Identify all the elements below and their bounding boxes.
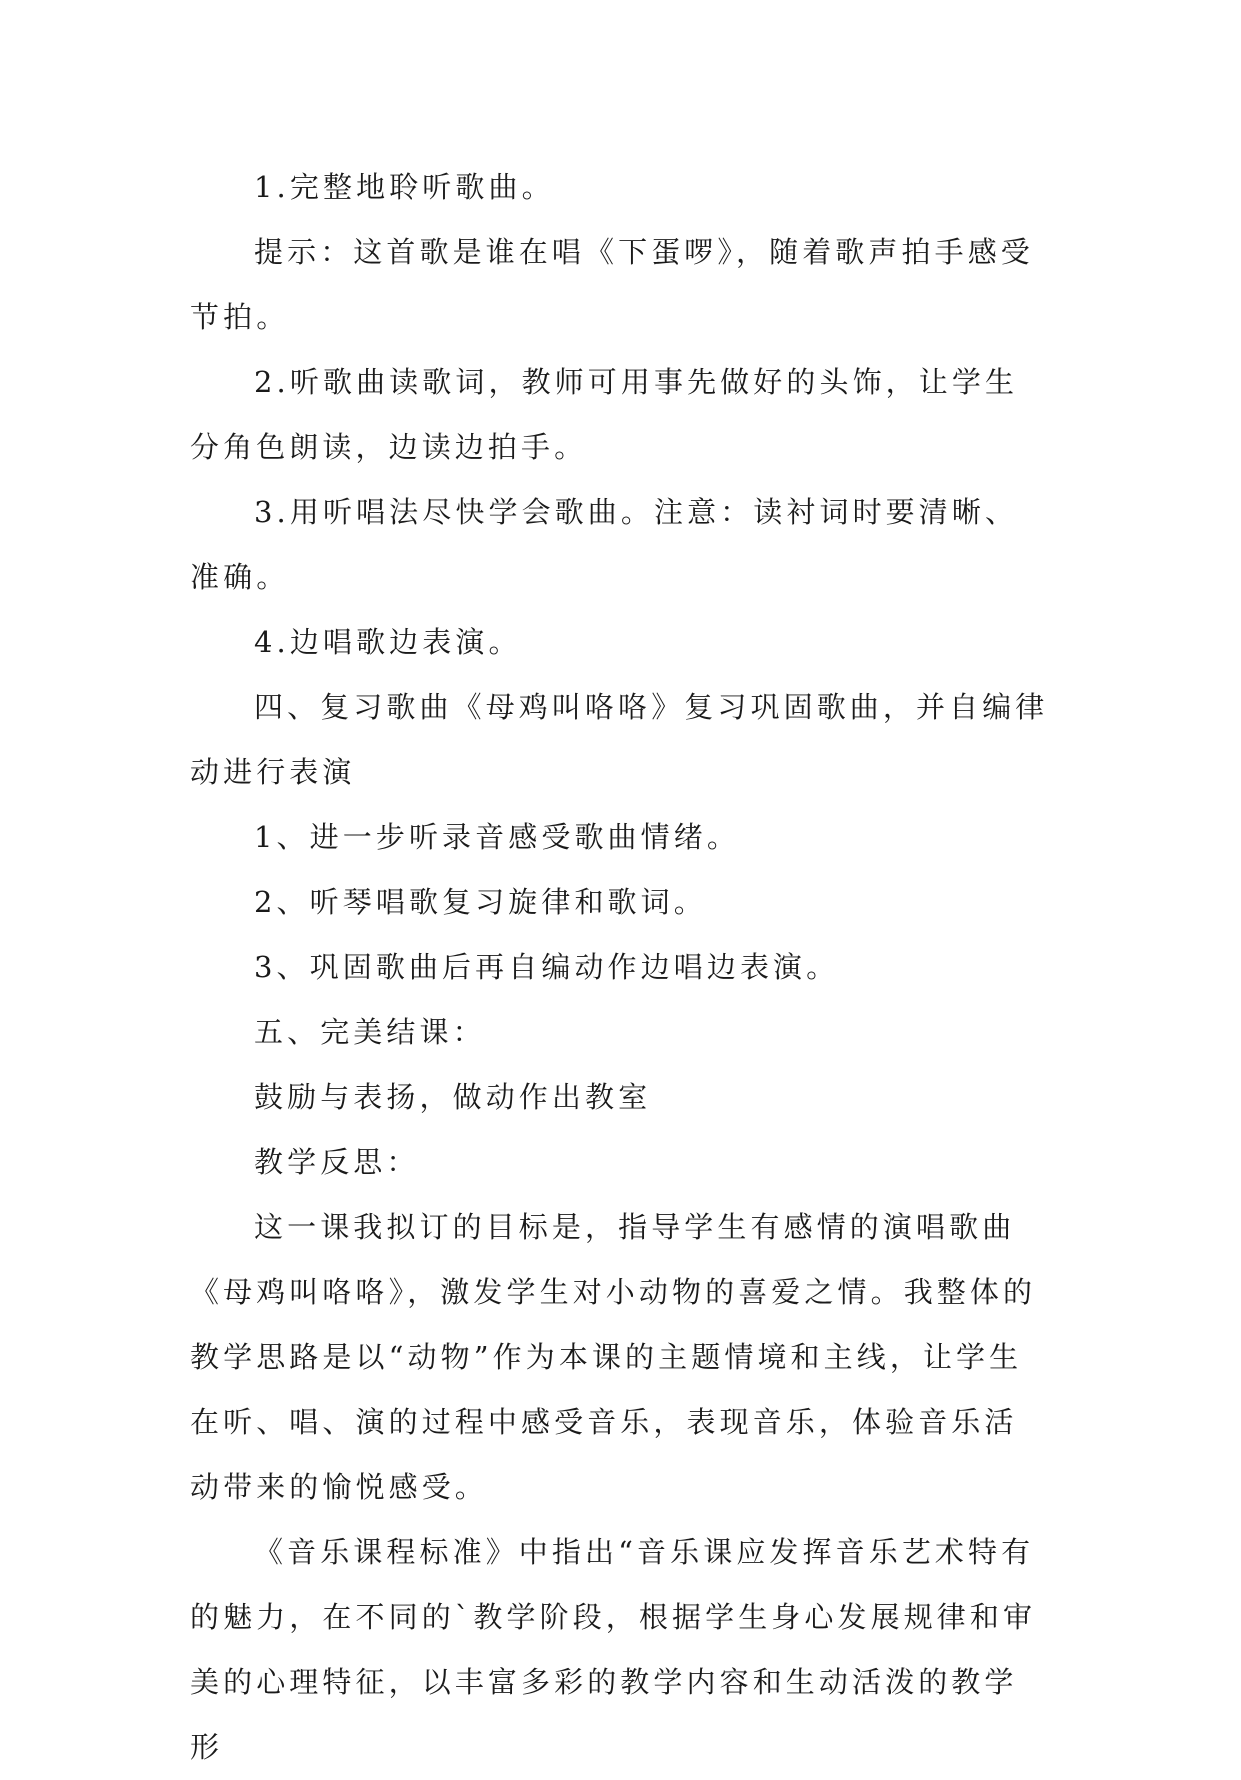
paragraph-read-lyrics: 2.听歌曲读歌词，教师可用事先做好的头饰，让学生分角色朗读，边读边拍手。 <box>190 365 1019 464</box>
paragraph-reflection-heading: 教学反思： <box>254 1145 420 1179</box>
paragraph-listen-recording: 1、进一步听录音感受歌曲情绪。 <box>254 820 740 854</box>
paragraph-section-four: 四、复习歌曲《母鸡叫咯咯》复习巩固歌曲，并自编律动进行表演 <box>190 690 1049 789</box>
paragraph-listen-song: 1.完整地聆听歌曲。 <box>254 170 555 204</box>
document-page <box>190 155 1050 1780</box>
paragraph-piano-review: 2、听琴唱歌复习旋律和歌词。 <box>254 885 707 919</box>
paragraph-hint: 提示：这首歌是谁在唱《下蛋啰》，随着歌声拍手感受节拍。 <box>190 235 1034 334</box>
paragraph-reflection-body: 这一课我拟订的目标是，指导学生有感情的演唱歌曲《母鸡叫咯咯》，激发学生对小动物的喜爱之情。我整体的教学思路是以“动物”作为本课的主题情境和主线，让学生在听、唱、演的过程中感受音乐，表现音乐，体验音乐活动带来的愉悦感受。 <box>190 1210 1037 1504</box>
paragraph-learn-song: 3.用听唱法尽快学会歌曲。注意：读衬词时要清晰、准确。 <box>190 495 1019 594</box>
paragraph-section-five: 五、完美结课： <box>254 1015 486 1049</box>
paragraph-encourage: 鼓励与表扬，做动作出教室 <box>254 1080 652 1114</box>
paragraph-self-choreograph: 3、巩固歌曲后再自编动作边唱边表演。 <box>254 950 840 984</box>
paragraph-sing-perform: 4.边唱歌边表演。 <box>254 625 522 659</box>
paragraph-curriculum-standard: 《音乐课程标准》中指出“音乐课应发挥音乐艺术特有的魅力，在不同的`教学阶段，根据学生身心发展规律和审美的心理特征，以丰富多彩的教学内容和生动活泼的教学形 <box>190 1535 1037 1764</box>
